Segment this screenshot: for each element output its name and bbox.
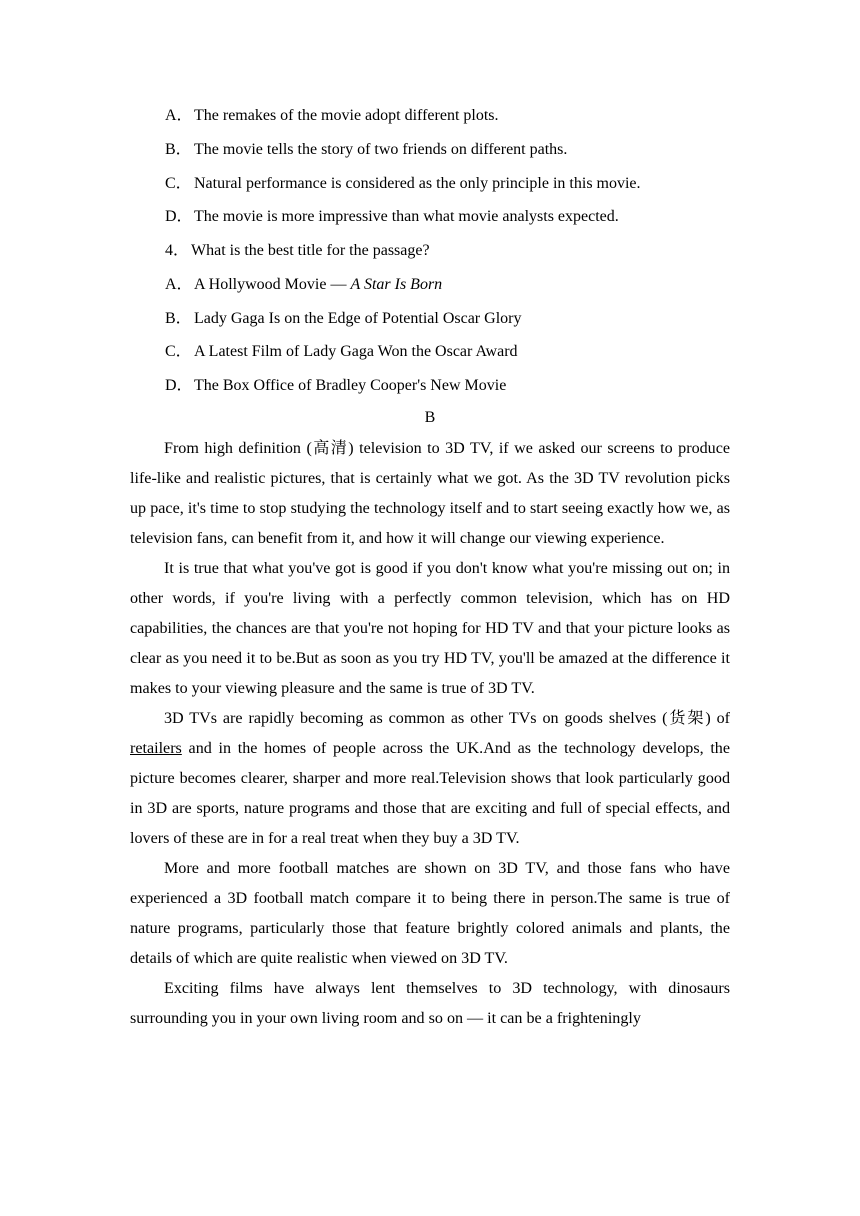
section-b-heading: B bbox=[424, 409, 436, 426]
option-letter: B． bbox=[165, 310, 192, 327]
option-letter: D． bbox=[165, 208, 193, 225]
option-text: Lady Gaga Is on the Edge of Potential Oscar Glory bbox=[194, 310, 522, 327]
q3-option-a bbox=[165, 106, 499, 126]
option-text: Natural performance is considered as the only principle in this movie. bbox=[194, 175, 641, 192]
q4-option-c bbox=[165, 342, 518, 362]
question-text: What is the best title for the passage? bbox=[191, 242, 430, 259]
paragraph-4: More and more football matches are shown on 3D TV, and those fans who have experienced a 3D football match compare it to being there in person.The same is true of nature programs, particularly those that feature brightly colored animals and plants, the details of which are quite realistic when viewed on 3D TV. bbox=[130, 860, 730, 967]
paragraph-1: From high definition (高清) television to 3D TV, if we asked our screens to produce life-like and realistic pictures, that is certainly what we got. As the 3D TV revolution picks up pace, it's time to stop studying the technology itself and to start seeing exactly how we, as television fans, can benefit from it, and how it will change our viewing experience. bbox=[130, 440, 730, 547]
option-text: The movie tells the story of two friends on different paths. bbox=[194, 141, 568, 158]
option-text: The movie is more impressive than what movie analysts expected. bbox=[194, 208, 619, 225]
option-title-italic: A Star Is Born bbox=[350, 276, 443, 293]
option-text: A Hollywood Movie — bbox=[194, 276, 351, 293]
option-letter: C． bbox=[165, 175, 192, 192]
option-text: A Latest Film of Lady Gaga Won the Oscar Award bbox=[194, 343, 518, 360]
paragraph-3 bbox=[130, 704, 730, 854]
option-letter: D． bbox=[165, 377, 193, 394]
option-text: The remakes of the movie adopt different plots. bbox=[194, 107, 499, 124]
underlined-word-retailers: retailers bbox=[130, 740, 182, 757]
option-letter: A． bbox=[165, 107, 193, 124]
question-number: 4． bbox=[165, 242, 190, 259]
q4-option-a bbox=[165, 275, 442, 295]
q4-option-b bbox=[165, 309, 521, 329]
question-4 bbox=[165, 241, 430, 261]
paragraph-3-end: and in the homes of people across the UK.And as the technology develops, the picture becomes clearer, sharper and more real.Television shows that look particularly good in 3D are sports, nature programs and those that are exciting and full of special effects, and lovers of these are in for a real treat when they buy a 3D TV. bbox=[130, 740, 730, 847]
option-text: The Box Office of Bradley Cooper's New Movie bbox=[194, 377, 507, 394]
option-letter: B． bbox=[165, 141, 192, 158]
paragraph-2: It is true that what you've got is good if you don't know what you're missing out on; in other words, if you're living with a perfectly common television, which has on HD capabilities, the chances are that you're not hoping for HD TV and that your picture looks as clear as you need it to be.But as soon as you try HD TV, you'll be amazed at the difference it makes to your viewing pleasure and the same is true of 3D TV. bbox=[130, 560, 730, 697]
q3-option-c bbox=[165, 174, 641, 194]
q4-option-d bbox=[165, 376, 506, 396]
paragraph-5: Exciting films have always lent themselves to 3D technology, with dinosaurs surrounding you in your own living room and so on — it can be a frighteningly bbox=[130, 980, 730, 1027]
q3-option-d bbox=[165, 207, 619, 227]
q3-option-b bbox=[165, 140, 567, 160]
passage-b bbox=[130, 434, 730, 1034]
option-letter: A． bbox=[165, 276, 193, 293]
paragraph-3-start: 3D TVs are rapidly becoming as common as other TVs on goods shelves (货架) of bbox=[164, 710, 730, 727]
option-letter: C． bbox=[165, 343, 192, 360]
